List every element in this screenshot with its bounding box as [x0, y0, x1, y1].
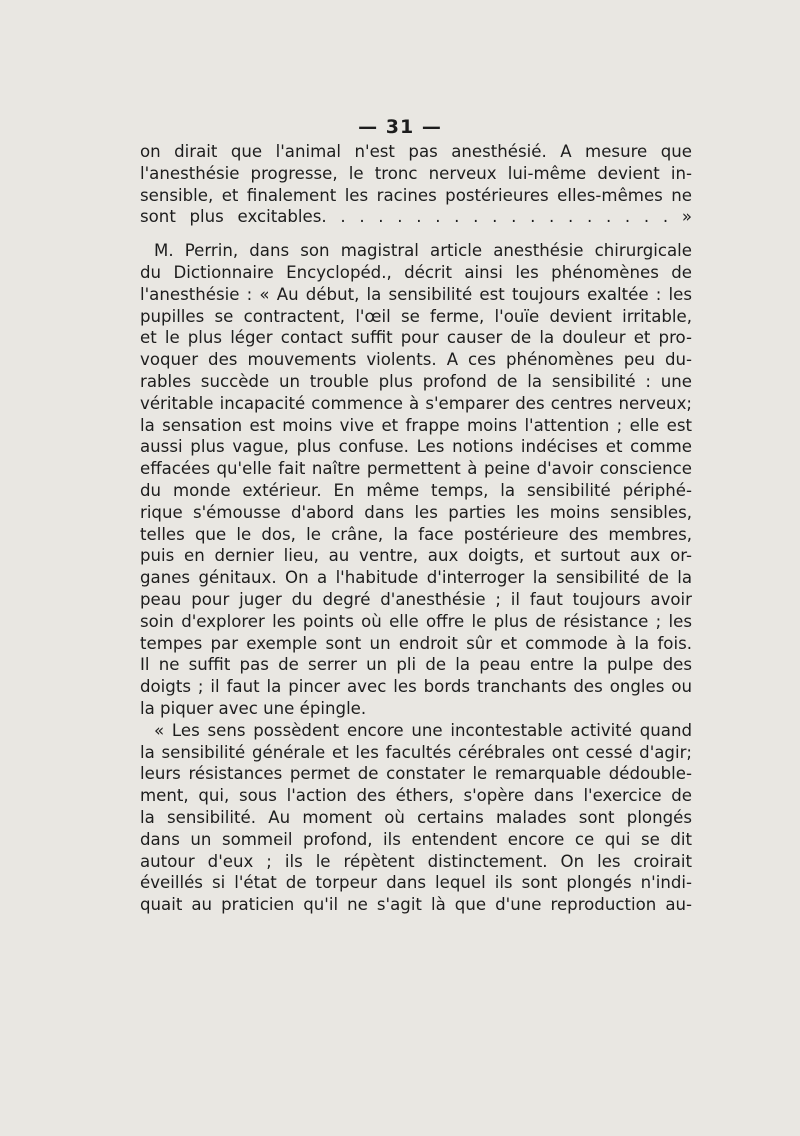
text-line: leurs résistances permet de constater le remarquable dédouble-: [140, 764, 692, 784]
text-line: du Dictionnaire Encyclopéd., décrit ainsi les phénomènes de: [140, 262, 692, 282]
paragraph-perrin: [140, 240, 692, 720]
text-line: pupilles se contractent, l'œil se ferme, l'ouïe devient irritable,: [140, 306, 692, 326]
text-line: Il ne suffit pas de serrer un pli de la peau entre la pulpe des: [140, 655, 692, 675]
text-line: puis en dernier lieu, au ventre, aux doigts, et surtout aux or-: [140, 546, 692, 566]
text-line: et le plus léger contact suffit pour causer de la douleur et pro-: [140, 328, 692, 348]
text-line: véritable incapacité commence à s'emparer des centres nerveux;: [140, 393, 692, 413]
paragraph-senses: [140, 720, 692, 916]
text-line: peau pour juger du degré d'anesthésie ; il faut toujours avoir: [140, 589, 692, 609]
text-line: voquer des mouvements violents. A ces phénomènes peu du-: [140, 350, 692, 370]
text-line: autour d'eux ; ils le répètent distinctement. On les croirait: [140, 851, 692, 871]
text-line: la sensibilité générale et les facultés cérébrales ont cessé d'agir;: [140, 742, 692, 762]
text-line: ment, qui, sous l'action des éthers, s'opère dans l'exercice de: [140, 786, 692, 806]
text-line: soin d'explorer les points où elle offre le plus de résistance ; les: [140, 611, 692, 631]
text-line: tempes par exemple sont un endroit sûr et commode à la fois.: [140, 633, 692, 653]
body-text: [140, 141, 692, 916]
text-line: sensible, et finalement les racines postérieures elles-mêmes ne: [140, 185, 692, 205]
text-line: sont plus excitables. . . . . . . . . . . . . . . . . . . »: [140, 207, 692, 227]
text-line: rables succède un trouble plus profond de la sensibilité : une: [140, 371, 692, 391]
text-line: doigts ; il faut la pincer avec les bords tranchants des ongles ou: [140, 677, 692, 697]
text-line: l'anesthésie : « Au début, la sensibilité est toujours exaltée : les: [140, 284, 692, 304]
text-line: M. Perrin, dans son magistral article anesthésie chirurgicale: [154, 241, 692, 261]
text-line: du monde extérieur. En même temps, la sensibilité périphé-: [140, 480, 692, 500]
text-line: dans un sommeil profond, ils entendent encore ce qui se dit: [140, 829, 692, 849]
text-line: rique s'émousse d'abord dans les parties les moins sensibles,: [140, 502, 692, 522]
text-line: la piquer avec une épingle.: [140, 698, 367, 718]
text-line: la sensation est moins vive et frappe moins l'attention ; elle est: [140, 415, 692, 435]
paragraph-continuation: [140, 141, 692, 228]
text-line: on dirait que l'animal n'est pas anesthésié. A mesure que: [140, 142, 692, 161]
text-line: effacées qu'elle fait naître permettent à peine d'avoir conscience: [140, 459, 692, 479]
text-line: quait au praticien qu'il ne s'agit là que d'une reproduction au-: [140, 895, 692, 915]
text-line: ganes génitaux. On a l'habitude d'interroger la sensibilité de la: [140, 568, 692, 588]
text-line: la sensibilité. Au moment où certains malades sont plongés: [140, 807, 692, 827]
text-line: aussi plus vague, plus confuse. Les notions indécises et comme: [140, 437, 692, 457]
text-line: « Les sens possèdent encore une incontestable activité quand: [154, 720, 692, 740]
text-line: l'anesthésie progresse, le tronc nerveux lui-même devient in-: [140, 163, 692, 183]
text-line: éveillés si l'état de torpeur dans lequel ils sont plongés n'indi-: [140, 873, 692, 893]
text-line: telles que le dos, le crâne, la face postérieure des membres,: [140, 524, 692, 544]
page-number: — 31 —: [358, 116, 442, 138]
